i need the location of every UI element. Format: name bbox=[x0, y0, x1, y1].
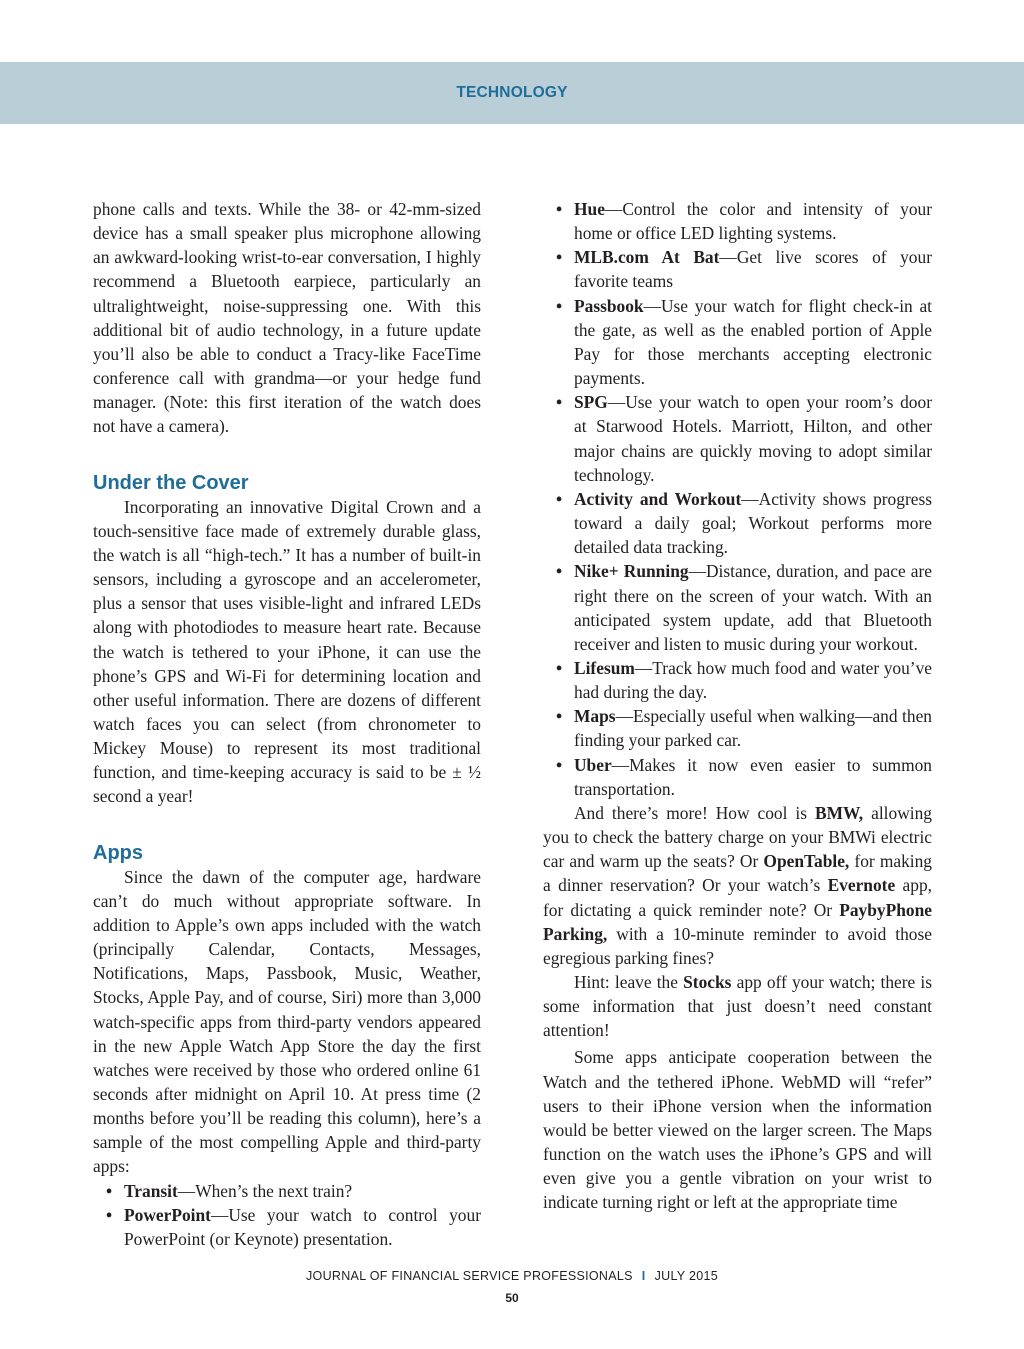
app-name: Uber bbox=[574, 754, 612, 775]
bullet-icon: • bbox=[556, 199, 563, 219]
list-item bbox=[93, 1203, 481, 1251]
app-description: —Use your watch to open your room’s door at Starwood Hotels. Marriott, Hilton, and other major chains are quickly moving to adopt similar technology. bbox=[574, 392, 932, 485]
app-name: MLB.com At Bat bbox=[574, 247, 720, 268]
bullet-icon: • bbox=[556, 488, 563, 509]
bullet-icon: • bbox=[106, 1204, 113, 1225]
bullet-icon: • bbox=[556, 247, 563, 268]
hint-paragraph: Hint: leave the Stocks app off your watch; there is some information that just doesn’t need constant attention! bbox=[543, 972, 932, 1041]
issue-date: JULY 2015 bbox=[654, 1269, 718, 1283]
app-name: Passbook bbox=[574, 295, 644, 316]
list-item bbox=[543, 197, 932, 245]
section-label: TECHNOLOGY bbox=[456, 84, 568, 101]
journal-footer bbox=[0, 1269, 1024, 1283]
final-paragraph: Some apps anticipate cooperation between the Watch and the tethered iPhone. WebMD will “refer” users to their iPhone version when the information would be better viewed on the larger screen. The Maps function on the watch uses the iPhone’s GPS and will even give you a gentle vibration on your wrist to indicate turning right or left at the appropriate time bbox=[543, 1047, 932, 1213]
page-number: 50 bbox=[505, 1291, 519, 1305]
app-list-left bbox=[93, 1179, 481, 1251]
bullet-icon: • bbox=[556, 706, 563, 727]
app-description: —When’s the next train? bbox=[177, 1180, 353, 1201]
app-description: —Activity shows progress toward a daily goal; Workout performs more detailed data tracking. bbox=[574, 488, 932, 558]
list-item bbox=[543, 390, 932, 487]
list-item bbox=[543, 245, 932, 293]
app-description: —Use your watch to control your PowerPoint (or Keynote) presentation. bbox=[124, 1204, 481, 1249]
app-name: PowerPoint bbox=[124, 1204, 211, 1225]
app-description: —Makes it now even easier to summon transportation. bbox=[574, 754, 932, 799]
list-item bbox=[543, 656, 932, 704]
bullet-icon: • bbox=[556, 754, 563, 775]
list-item bbox=[543, 753, 932, 801]
app-name: Lifesum bbox=[574, 657, 635, 678]
bullet-icon: • bbox=[556, 295, 563, 316]
app-description: —Control the color and intensity of your home or office LED lighting systems. bbox=[574, 199, 932, 244]
apps-paragraph: Since the dawn of the computer age, hardware can’t do much without appropriate software. In addition to Apple’s own apps included with the watch (principally Calendar, Contacts, Messages, Notifications, Maps, Passbook, Music, Weather, Stocks, Apple Pay, and of course, Siri) more than 3,000 watch-specific apps from third-party vendors appeared in the new Apple Watch App Store the day the first watches were received by those who ordered online 61 seconds after midnight on April 10. At press time (2 months before you’ll be reading this column), here’s a sample of the most compelling Apple and third-party apps: bbox=[93, 866, 481, 1177]
under-the-cover-paragraph: Incorporating an innovative Digital Crown and a touch-sensitive face made of extremely durable glass, the watch is all “high-tech.” It has a number of built-in sensors, including a gyroscope and an accelerometer, plus a sensor that uses visible-light and infrared LEDs along with photodiodes to measure heart rate. Because the watch is tethered to your iPhone, it can use the phone’s GPS and Wi-Fi for determining location and other useful information. There are dozens of different watch faces you can select (from chronometer to Mickey Mouse) to represent its most traditional function, and time-keeping accuracy is said to be ± ½ second a year! bbox=[93, 496, 481, 807]
intro-paragraph: phone calls and texts. While the 38- or 42-mm-sized device has a small speaker plus microphone allowing an awkward-looking wrist-to-ear conversation, I highly recommend a Bluetooth earpiece, particularly an ultralightweight, noise-suppressing one. With this additional bit of audio technology, in a future update you’ll also be able to conduct a Tracy-like FaceTime conference call with grandma—or your hedge fund manager. (Note: this first iteration of the watch does not have a camera). bbox=[93, 199, 481, 437]
app-name: Hue bbox=[574, 199, 605, 219]
journal-name: JOURNAL OF FINANCIAL SERVICE PROFESSIONALS bbox=[306, 1269, 633, 1283]
app-description: —Use your watch for flight check-in at the gate, as well as the enabled portion of Apple Pay for those merchants accepting electronic payments. bbox=[574, 295, 932, 389]
under-the-cover-heading: Under the Cover bbox=[93, 471, 249, 494]
footer-separator: I bbox=[641, 1269, 646, 1283]
list-item bbox=[543, 704, 932, 752]
bullet-icon: • bbox=[556, 392, 563, 413]
app-description: —Get live scores of your favorite teams bbox=[574, 247, 932, 292]
app-name: SPG bbox=[574, 392, 608, 413]
list-item bbox=[543, 559, 932, 656]
app-description: —Especially useful when walking—and then finding your parked car. bbox=[574, 706, 932, 751]
app-name: Maps bbox=[574, 706, 616, 727]
app-name: Nike+ Running bbox=[574, 561, 689, 582]
more-apps-paragraph: And there’s more! How cool is BMW, allowing you to check the battery charge on your BMWi electric car and warm up the seats? Or OpenTable, for making a dinner reservation? Or your watch’s Evernote app, for dictating a quick reminder note? Or PaybyPhone Parking, with a 10-minute reminder to avoid those egregious parking fines? bbox=[543, 802, 932, 968]
list-item bbox=[93, 1179, 481, 1203]
bullet-icon: • bbox=[106, 1180, 113, 1201]
app-list-right bbox=[543, 197, 932, 801]
list-item bbox=[543, 294, 932, 391]
app-name: Transit bbox=[124, 1180, 178, 1201]
left-column bbox=[93, 197, 481, 1251]
bullet-icon: • bbox=[556, 561, 563, 582]
apps-heading: Apps bbox=[93, 841, 143, 864]
app-description: —Track how much food and water you’ve had during the day. bbox=[574, 657, 932, 703]
right-column bbox=[543, 197, 932, 1215]
app-name: Activity and Workout bbox=[574, 488, 742, 509]
app-description: —Distance, duration, and pace are right there on the screen of your watch. With an anticipated system update, add that Bluetooth receiver and listen to music during your workout. bbox=[574, 561, 933, 654]
list-item bbox=[543, 487, 932, 559]
bullet-icon: • bbox=[556, 657, 563, 678]
